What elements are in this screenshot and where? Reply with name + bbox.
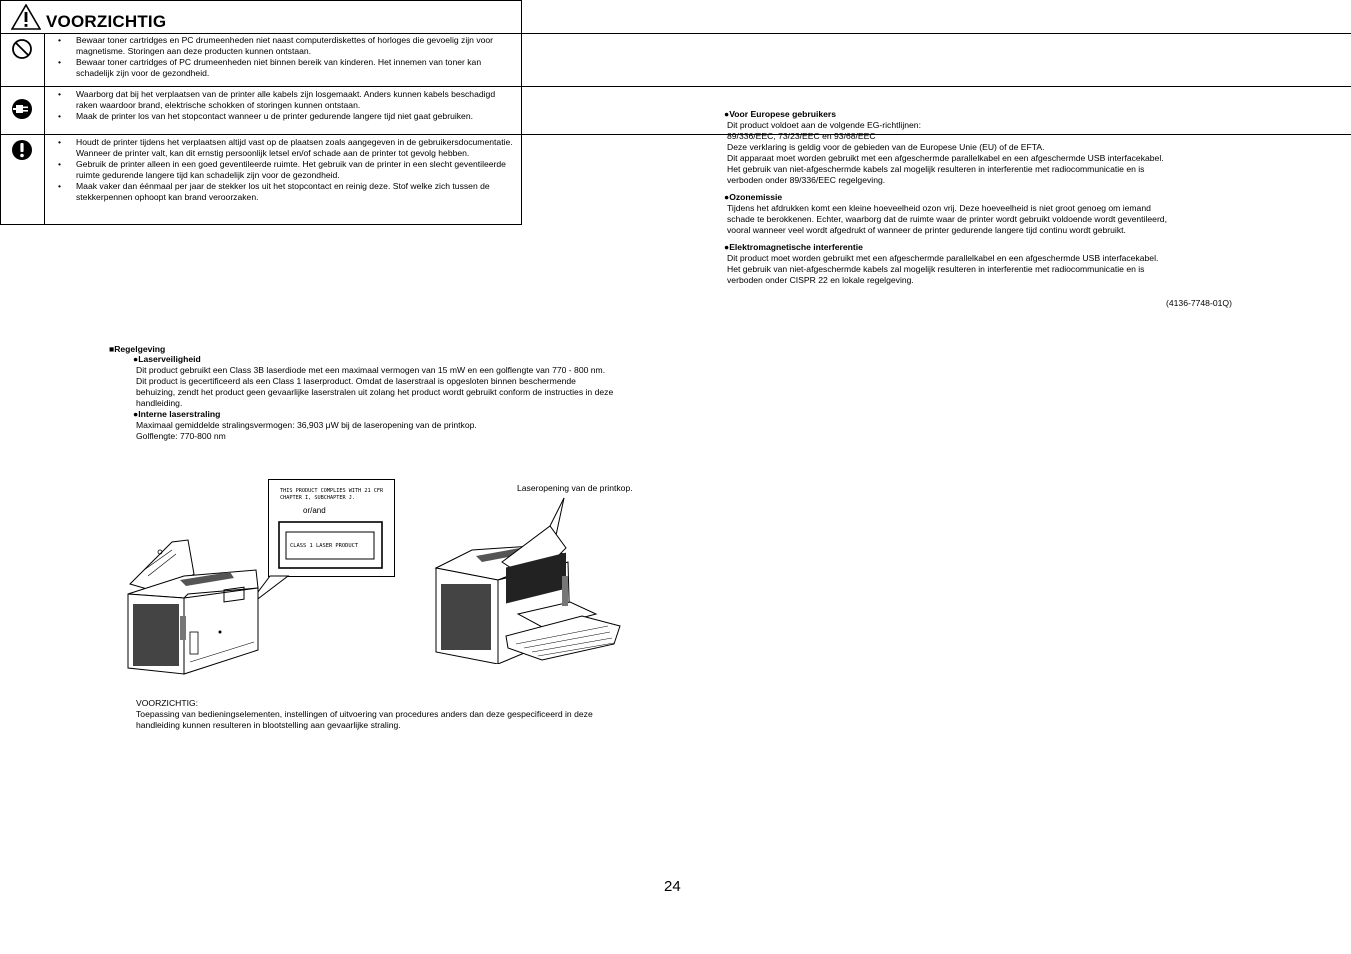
ozone-text <box>727 203 1247 236</box>
unplug-icon <box>11 98 33 120</box>
text-line: Toepassing van bedieningselementen, instellingen of uitvoering van procedures anders dan deze gespecificeerd in deze <box>136 709 593 719</box>
text-line: Dit product voldoet aan de volgende EG-richtlijnen: <box>727 120 921 130</box>
caution-title: VOORZICHTIG <box>46 12 167 31</box>
text-line: Dit product gebruikt een Class 3B laserdiode met een maximaal vermogen van 15 mW en een golflengte van 770 - 800 nm. <box>136 365 606 375</box>
text-line: handleiding kunnen resulteren in blootstelling aan gevaarlijke straling. <box>136 720 401 730</box>
exclamation-icon <box>11 139 33 161</box>
text-line: handleiding. <box>136 398 183 408</box>
text-line: Dit product moet worden gebruikt met een afgeschermde parallelkabel en een afgeschermde USB interfacekabel. <box>727 253 1159 263</box>
text-line: Het gebruik van niet-afgeschermde kabels zal mogelijk resulteren in interferentie met radiocommunicatie en is <box>727 164 1145 174</box>
caution-row-prohibition <box>0 33 1351 87</box>
page-number: 24 <box>664 878 681 895</box>
emi-heading: ●Elektromagnetische interferentie <box>724 242 863 252</box>
label-class-text: CLASS 1 LASER PRODUCT <box>290 543 359 549</box>
text-line: Het gebruik van niet-afgeschermde kabels zal mogelijk resulteren in interferentie met radiocommunicatie en is <box>727 264 1145 274</box>
internal-laser-text <box>136 420 696 442</box>
caution-header <box>0 0 1351 34</box>
label-compliance-text <box>280 488 383 502</box>
laser-safety-text <box>136 365 696 409</box>
caution-list <box>58 89 513 122</box>
text-line: behuizing, zendt het product geen gevaarlijke laserstralen uit zolang het product wordt gebruikt conform de instructies in deze <box>136 387 614 397</box>
text-line: Dit product is gecertificeerd als een Class 1 laserproduct. Omdat de laserstraal is opgesloten binnen beschermende <box>136 376 576 386</box>
text-line: vooral wanneer veel wordt afgedrukt of wanneer de printer gedurende langere tijd continu wordt gebruikt. <box>727 225 1126 235</box>
list-item: • Waarborg dat bij het verplaatsen van de printer alle kabels zijn losgemaakt. Anders kunnen kabels beschadigd raken waardoor brand, elektrische schokken of storingen kunnen ontstaan. <box>58 89 513 111</box>
bottom-caution-text <box>136 709 696 731</box>
text-line: schade te berokkenen. Echter, waarborg dat de ruimte waar de printer wordt gebruikt voldoende wordt geventileerd, <box>727 214 1167 224</box>
caution-list <box>58 137 513 203</box>
text-line: CHAPTER I, SUBCHAPTER J. <box>280 495 355 501</box>
list-item: • Houdt de printer tijdens het verplaatsen altijd vast op de plaatsen zoals aangegeven in de gebruikersdocumentatie. Wanneer de printer valt, kan dit ernstig persoonlijk letsel en/of schade aan de printer tot gevolg hebben. <box>58 137 513 159</box>
list-item: • Bewaar toner cartridges en PC drumeenheden niet naast computerdiskettes of horloges die gevoelig zijn voor magnetisme. Storingen aan deze producten kunnen ontstaan. <box>58 35 513 57</box>
prohibition-icon <box>11 38 33 60</box>
caution-list <box>58 35 513 79</box>
europe-text <box>727 120 1247 186</box>
regelgeving-heading: ■Regelgeving <box>109 344 166 354</box>
laser-aperture-callout: Laseropening van de printkop. <box>517 483 633 493</box>
text-line: Golflengte: 770-800 nm <box>136 431 226 441</box>
label-or-text: or/and <box>303 506 326 515</box>
printer-open-illustration <box>432 498 622 664</box>
text-line: Maximaal gemiddelde stralingsvermogen: 36,903 μW bij de laseropening van de printkop. <box>136 420 477 430</box>
document-code: (4136-7748-01Q) <box>1166 298 1232 308</box>
text-line: verboden onder 89/336/EEC regelgeving. <box>727 175 886 185</box>
text-line: Deze verklaring is geldig voor de gebieden van de Europese Unie (EU) of de EFTA. <box>727 142 1045 152</box>
text-line: verboden onder CISPR 22 en lokale regelgeving. <box>727 275 914 285</box>
text-line: 89/336/EEC, 73/23/EEC en 93/68/EEC <box>727 131 876 141</box>
bottom-caution-title: VOORZICHTIG: <box>136 698 199 708</box>
warning-triangle-icon <box>11 4 41 30</box>
list-item: • Gebruik de printer alleen in een goed geventileerde ruimte. Het gebruik van de printer in een slecht geventileerde ruimte gedurende langere tijd kan schadelijk zijn voor de gezondheid. <box>58 159 513 181</box>
list-item: • Maak de printer los van het stopcontact wanneer u de printer gedurende langere tijd niet gaat gebruiken. <box>58 111 513 122</box>
laser-safety-heading: ●Laserveiligheid <box>133 354 201 364</box>
ozone-heading: ●Ozonemissie <box>724 192 783 202</box>
printer-rear-illustration <box>124 534 264 678</box>
list-item: • Bewaar toner cartridges of PC drumeenheden niet binnen bereik van kinderen. Het innemen van toner kan schadelijk zijn voor de gezondheid. <box>58 57 513 79</box>
caution-box <box>0 0 522 225</box>
list-item: • Maak vaker dan éénmaal per jaar de stekker los uit het stopcontact en reinig deze. Stof welke zich tussen de stekkerpennen ophoopt kan brand veroorzaken. <box>58 181 513 203</box>
internal-laser-heading: ●Interne laserstraling <box>133 409 221 419</box>
text-line: Tijdens het afdrukken komt een kleine hoeveelheid ozon vrij. Deze hoeveelheid is niet groot genoeg om iemand <box>727 203 1151 213</box>
text-line: Dit apparaat moet worden gebruikt met een afgeschermde parallelkabel en een afgeschermde USB interfacekabel. <box>727 153 1164 163</box>
europe-heading: ●Voor Europese gebruikers <box>724 109 837 119</box>
emi-text <box>727 253 1247 286</box>
text-line: THIS PRODUCT COMPLIES WITH 21 CFR <box>280 488 384 494</box>
